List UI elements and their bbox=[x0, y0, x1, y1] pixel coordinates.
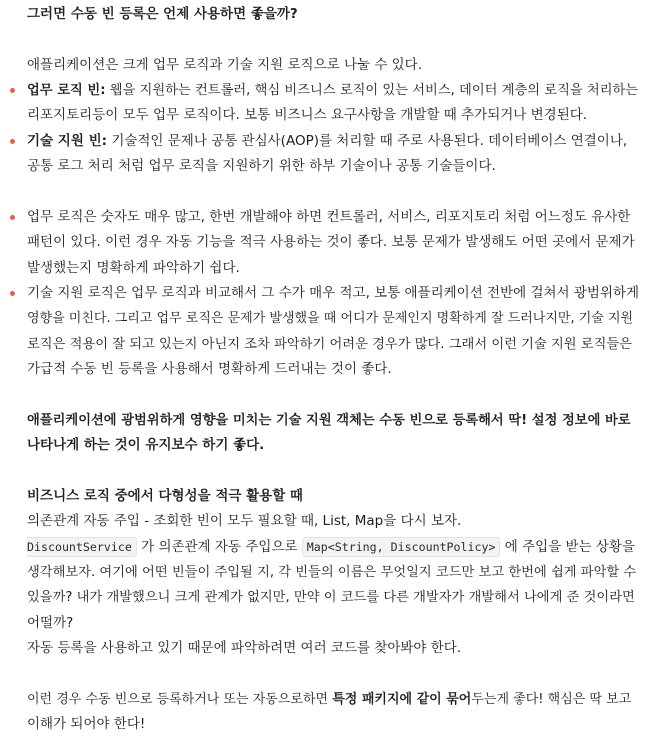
spacer bbox=[27, 661, 641, 686]
scenario-text: 에 주입을 받는 상황을 bbox=[500, 538, 636, 555]
spacer bbox=[27, 27, 641, 52]
scenario-line: 어떨까? bbox=[27, 614, 74, 631]
list-item-line bbox=[27, 78, 641, 103]
list-item-line: 리포지토리등이 모두 업무 로직이다. 보통 비즈니스 요구사항을 개발할 때 추가되거나 변경된다. bbox=[27, 107, 588, 124]
scenario-line bbox=[27, 535, 641, 560]
section-heading: 그러면 수동 빈 등록은 언제 사용하면 좋을까? bbox=[27, 6, 298, 22]
list-item-tech-support-comparison bbox=[27, 281, 641, 382]
list-item-line bbox=[27, 129, 641, 154]
scenario-text: 가 의존관계 자동 주입으로 bbox=[136, 538, 302, 555]
advice-text: 이런 경우 수동 빈으로 등록하거나 또는 자동으로하면 bbox=[27, 691, 333, 707]
inline-code-map-type: Map<String, DiscountPolicy> bbox=[302, 537, 501, 557]
advice-text: 두는게 좋다! 핵심은 딱 보고 bbox=[471, 691, 632, 707]
bullet-icon bbox=[10, 88, 15, 93]
list-item-line: 영향을 미친다. 그리고 업무 로직은 문제가 발생했을 때 어디가 문제인지 명확하게 잘 드러나지만, 기술 지원 bbox=[27, 311, 634, 327]
conclusion-line: 나타나게 하는 것이 유지보수 하기 좋다. bbox=[27, 437, 265, 454]
list-item-text: 기술적인 문제나 공통 관심사(AOP)를 처리할 때 주로 사용된다. 데이터베이스 연결이나, bbox=[111, 132, 628, 149]
conclusion-line: 애플리케이션에 광범위하게 영향을 미치는 기술 지원 객체는 수동 빈으로 등록해서 딱! 설정 정보에 바로 bbox=[27, 412, 631, 428]
list-item-line: 가급적 수동 빈 등록을 사용해서 명확하게 드러내는 것이 좋다. bbox=[27, 361, 392, 378]
advice-line bbox=[27, 687, 641, 712]
reference-line: 의존관계 자동 주입 - 조회한 빈이 모두 필요할 때, List, Map을 다시 보자. bbox=[27, 513, 462, 530]
term-label: 기술 지원 빈: bbox=[27, 132, 108, 149]
bullet-icon bbox=[10, 139, 15, 144]
spacer bbox=[27, 458, 641, 483]
inline-code-discount-service: DiscountService bbox=[27, 537, 137, 557]
advice-line: 이해가 되어야 한다! bbox=[27, 716, 146, 733]
scenario-line: 있을까? 내가 개발했으니 크게 관계가 없지만, 만약 이 코드를 다른 개발자가 개발해서 나에게 준 것이라면 bbox=[27, 590, 635, 606]
list-item-line: 기술 지원 로직은 업무 로직과 비교해서 그 수가 매우 적고, 보통 애플리케이션 전반에 걸쳐서 광범위하게 bbox=[27, 284, 640, 301]
intro-paragraph: 애플리케이션은 크게 업무 로직과 기술 지원 로직으로 나눌 수 있다. bbox=[27, 56, 423, 73]
list-item-line: 업무 로직은 숫자도 매우 많고, 한번 개발해야 하면 컨트롤러, 서비스, 리포지토리 처럼 어느정도 유사한 bbox=[27, 208, 631, 225]
spacer bbox=[27, 382, 641, 407]
auto-registration-note: 자동 등록을 사용하고 있기 때문에 파악하려면 여러 코드를 찾아봐야 한다. bbox=[27, 639, 462, 656]
list-item-line: 발생했는지 명확하게 파악하기 쉽다. bbox=[27, 259, 240, 276]
list-item-tech-support-bean bbox=[27, 129, 641, 180]
list-item-business-logic-bean bbox=[27, 78, 641, 129]
term-label: 업무 로직 빈: bbox=[27, 83, 106, 99]
list-item-line: 로직은 적용이 잘 되고 있는지 아닌지 조차 파악하기 어려운 경우가 많다. 그래서 이런 기술 지원 로직들은 bbox=[27, 336, 632, 352]
bullet-icon bbox=[10, 291, 15, 296]
spacer bbox=[27, 180, 641, 205]
scenario-line: 생각해보자. 여기에 어떤 빈들이 주입될 지, 각 빈들의 이름은 무엇일지 코드만 보고 한번에 쉽게 파악할 수 bbox=[27, 564, 637, 580]
list-item-business-logic-comparison bbox=[27, 205, 641, 281]
list-item-line: 패턴이 있다. 이런 경우 자동 기능을 적극 사용하는 것이 좋다. 보통 문제가 발생해도 어떤 곳에서 문제가 bbox=[27, 234, 635, 251]
list-item-text: 웹을 지원하는 컨트롤러, 핵심 비즈니스 로직이 있는 서비스, 데이터 계층의 로직을 처리하는 bbox=[109, 83, 639, 99]
advice-emphasis: 특정 패키지에 같이 묶어 bbox=[332, 691, 472, 707]
bullet-icon bbox=[10, 215, 15, 220]
subsection-heading: 비즈니스 로직 중에서 다형성을 적극 활용할 때 bbox=[27, 487, 303, 504]
list-item-line: 공통 로그 처리 처럼 업무 로직을 지원하기 위한 하부 기술이나 공통 기술들이다. bbox=[27, 158, 496, 175]
